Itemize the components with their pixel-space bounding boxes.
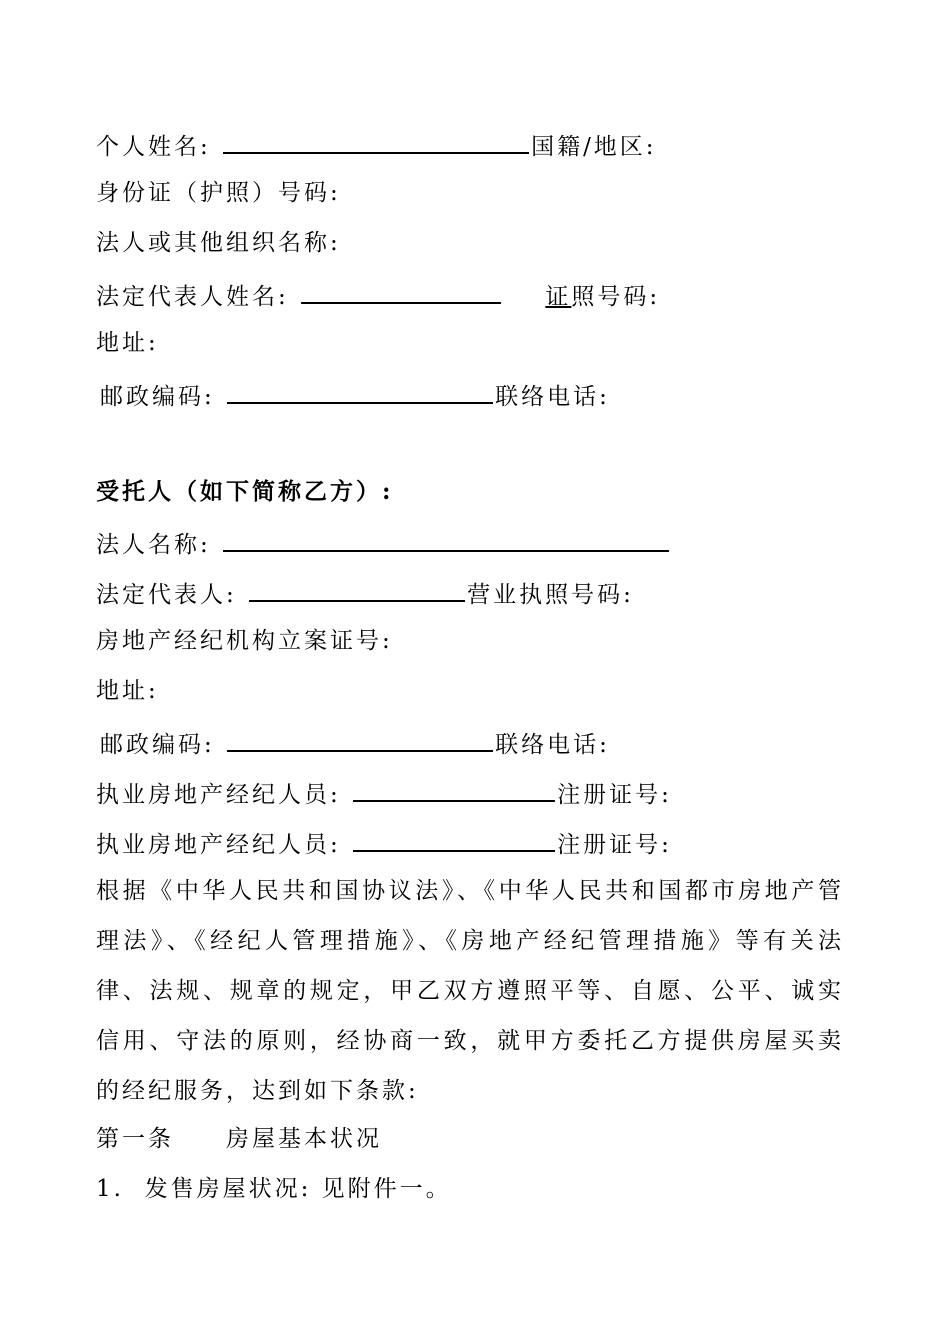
address-row xyxy=(96,328,159,358)
b-address-label: 地址: xyxy=(96,678,159,704)
personal-name-field[interactable] xyxy=(223,128,529,154)
id-label: 身份证（护照）号码: xyxy=(96,180,341,206)
preamble-paragraph: 根据《中华人民共和国协议法》、《中华人民共和国都市房地产管理法》、《经纪人管理措施》、《房地产经纪管理措施》等有关法律、法规、规章的规定，甲乙双方遵照平等、自愿、公平、诚实信用、守法的原则，经协商一致，就甲方委托乙方提供房屋买卖的经纪服务，达到如下条款: xyxy=(96,878,844,1104)
filing-label: 房地产经纪机构立案证号: xyxy=(96,628,393,654)
nationality-label: 国籍/地区: xyxy=(531,134,657,160)
postal-field[interactable] xyxy=(227,378,493,404)
b-postal-label: 邮政编码: xyxy=(100,732,215,758)
license-label: 营业执照号码: xyxy=(467,582,634,608)
b-phone-label: 联络电话: xyxy=(495,732,610,758)
b-legal-rep-label: 法定代表人: xyxy=(96,582,237,608)
party-b-heading xyxy=(96,477,394,507)
legal-rep-label: 法定代表人姓名: xyxy=(96,284,289,310)
postal-phone-row xyxy=(100,378,610,412)
filing-row xyxy=(96,626,393,656)
agent1-row xyxy=(96,776,672,810)
b-postal-field[interactable] xyxy=(227,726,493,752)
entity-name-label: 法人名称: xyxy=(96,532,211,558)
legal-rep-row xyxy=(96,278,660,312)
address-label: 地址: xyxy=(96,330,159,356)
phone-label: 联络电话: xyxy=(495,384,610,410)
cert-label-underlined: 证 xyxy=(545,284,572,310)
agent2-label: 执业房地产经纪人员: xyxy=(96,832,341,858)
agent2-field[interactable] xyxy=(353,826,555,852)
agent1-field[interactable] xyxy=(353,776,555,802)
entity-name-field[interactable] xyxy=(223,526,669,552)
cert-label: 照号码: xyxy=(571,284,661,310)
b-legal-rep-row xyxy=(96,576,634,610)
agent1-label: 执业房地产经纪人员: xyxy=(96,782,341,808)
postal-label: 邮政编码: xyxy=(100,384,215,410)
id-row xyxy=(96,178,341,208)
b-address-row xyxy=(96,676,159,706)
agent2-row xyxy=(96,826,672,860)
legal-rep-field[interactable] xyxy=(301,278,501,304)
article1-item1 xyxy=(96,1174,452,1204)
agent1-reg-label: 注册证号: xyxy=(557,782,672,808)
org-name-row xyxy=(96,228,341,258)
entity-name-row xyxy=(96,526,671,560)
agent2-reg-label: 注册证号: xyxy=(557,832,672,858)
article1-item1-text: 1. 发售房屋状况: 见附件一。 xyxy=(96,1176,452,1202)
b-legal-rep-field[interactable] xyxy=(249,576,465,602)
article1-title xyxy=(96,1124,382,1154)
article1-title-text: 第一条 房屋基本状况 xyxy=(96,1126,382,1152)
personal-name-label: 个人姓名: xyxy=(96,134,211,160)
org-name-label: 法人或其他组织名称: xyxy=(96,230,341,256)
b-postal-phone-row xyxy=(100,726,610,760)
personal-name-row xyxy=(96,128,657,162)
party-b-heading-text: 受托人（如下简称乙方）: xyxy=(96,478,394,505)
